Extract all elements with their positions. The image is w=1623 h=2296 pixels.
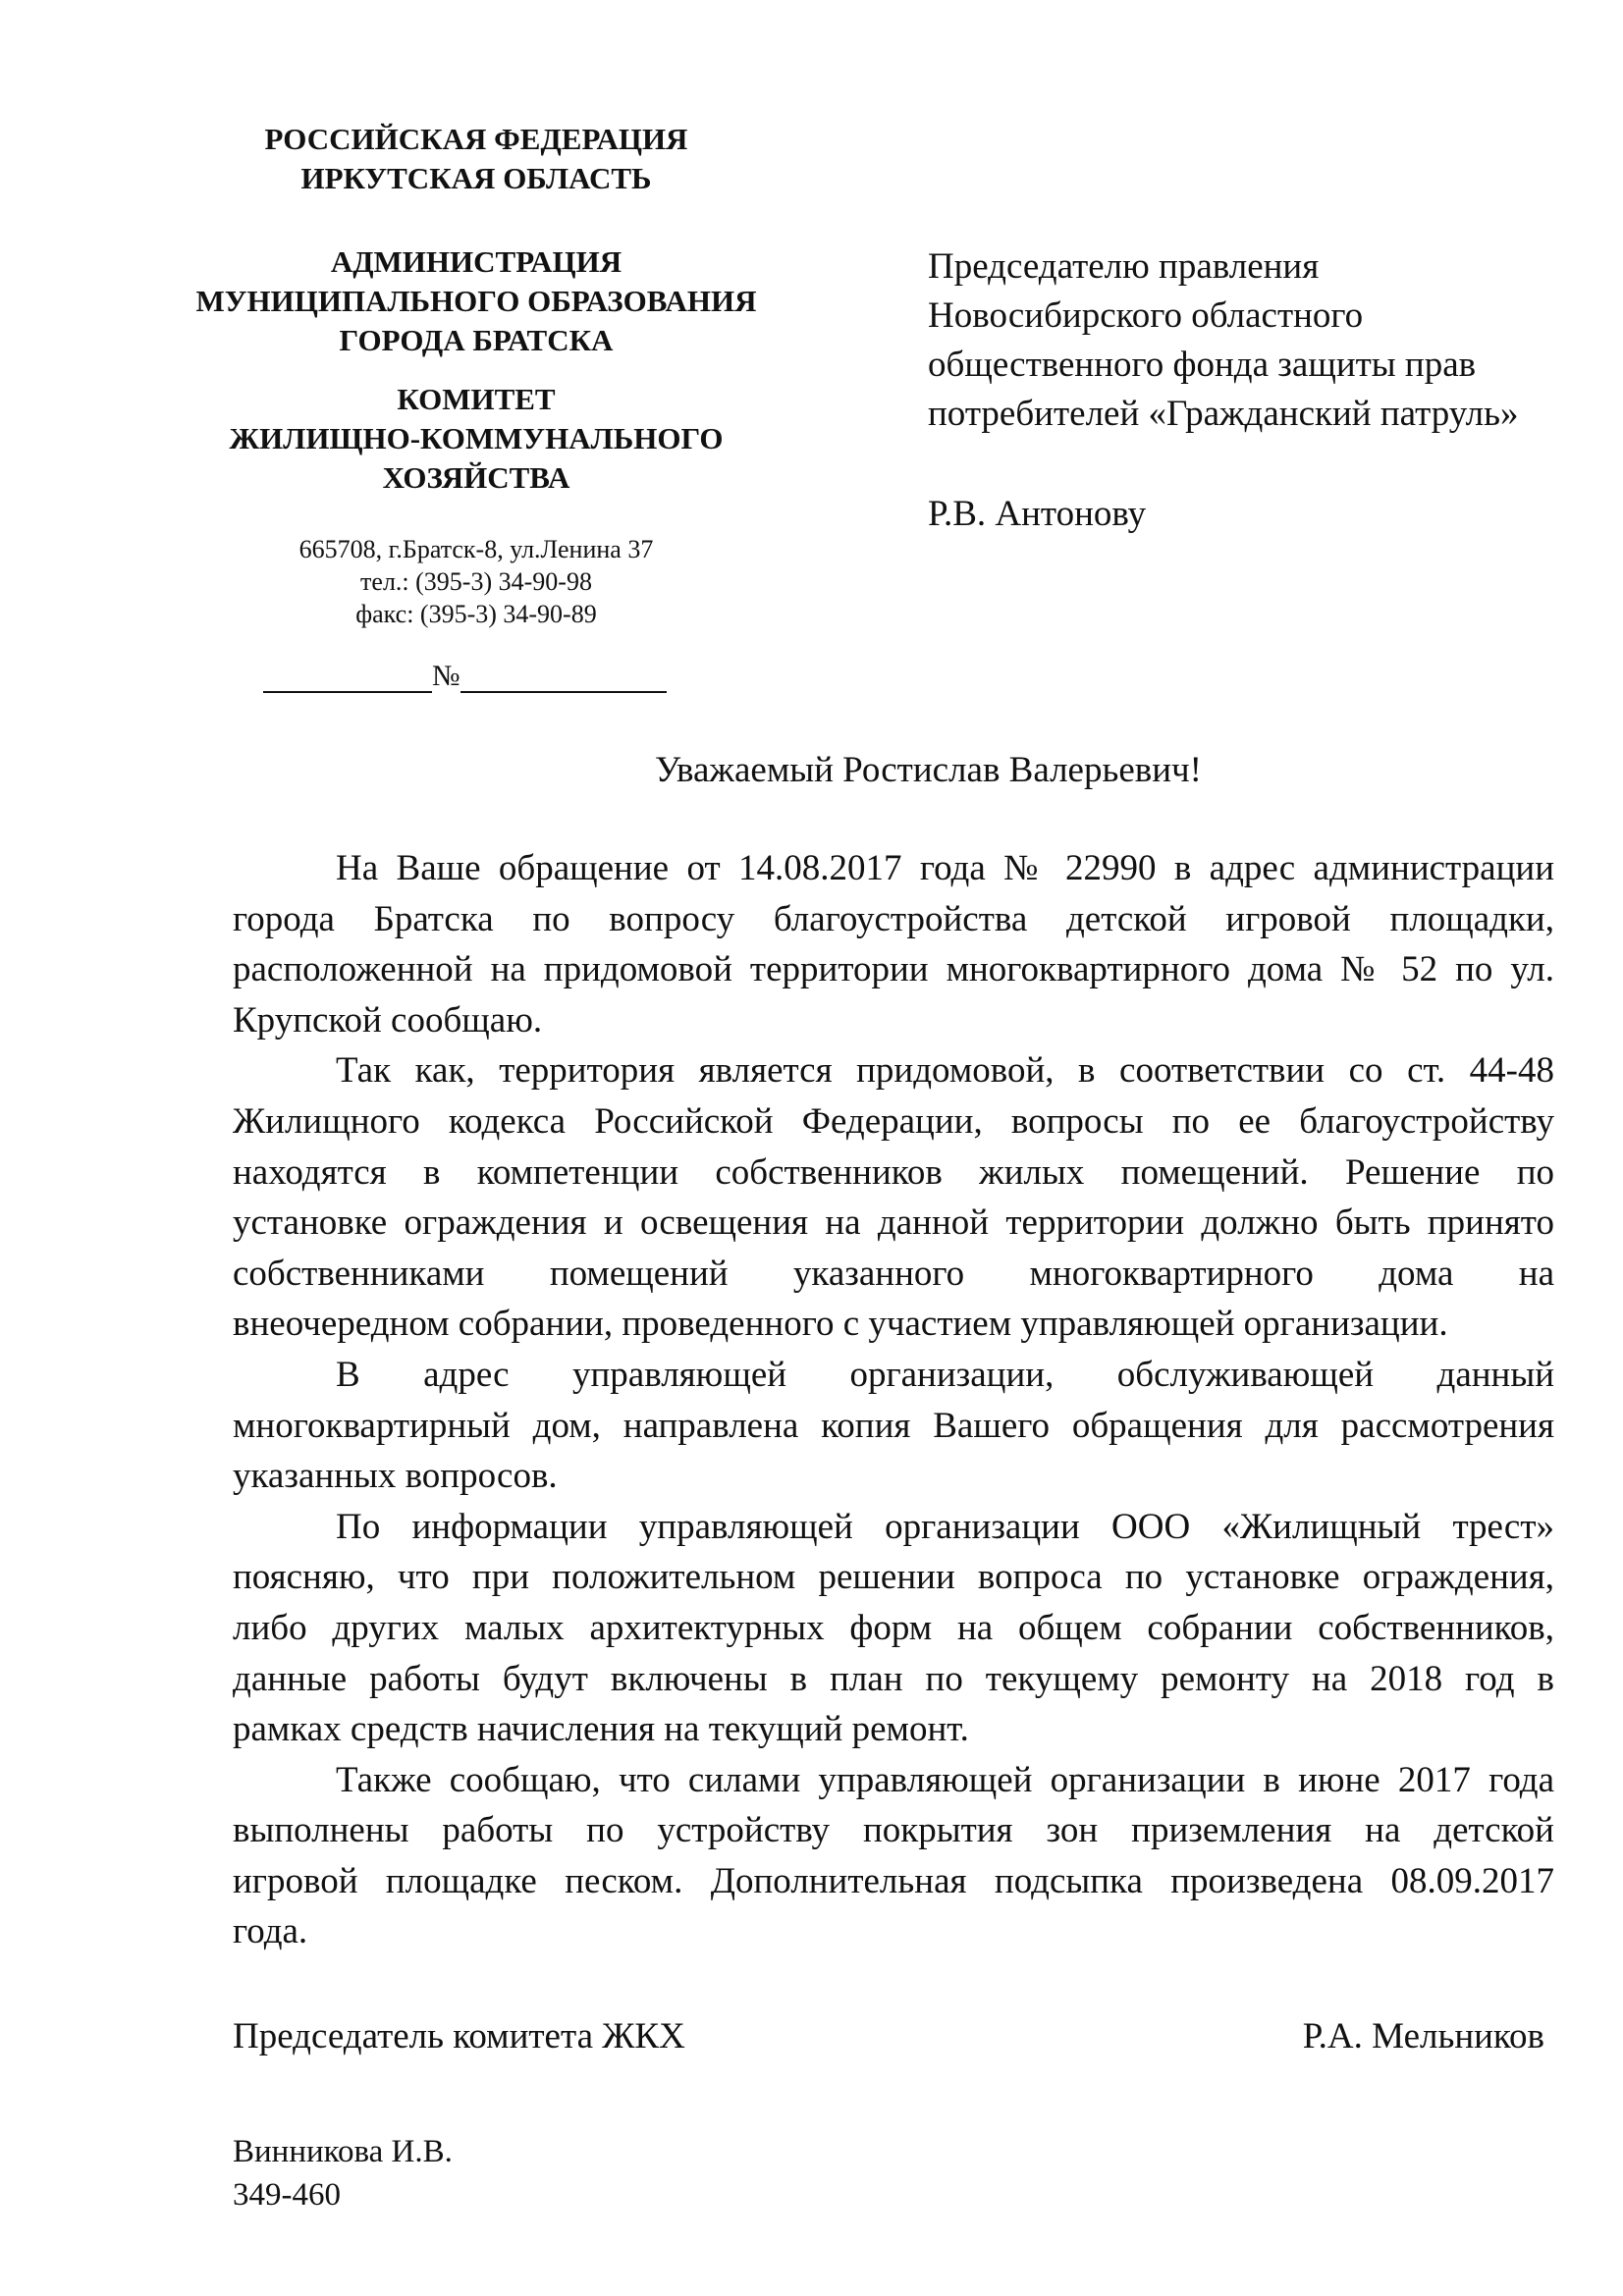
region-line: ИРКУТСКАЯ ОБЛАСТЬ [300, 161, 652, 195]
paragraph [233, 1755, 1554, 1957]
letterhead-contacts [182, 533, 771, 630]
paragraph-line: установке ограждения и освещения на данной территории должно быть принято [233, 1202, 1554, 1244]
committee-line: ЖИЛИЩНО-КОММУНАЛЬНОГО [229, 421, 724, 455]
paragraph-line: года. [233, 1911, 308, 1952]
letterhead-country [182, 120, 771, 198]
letterhead-committee [182, 380, 771, 498]
paragraph-line: собственниками помещений указанного многоквартирного дома на [233, 1253, 1554, 1294]
letterhead-administration [182, 242, 771, 360]
phone: тел.: (395-3) 34-90-98 [360, 567, 592, 596]
executor-block [233, 2130, 453, 2216]
signatory-name: Р.А. Мельников [1302, 2016, 1544, 2056]
paragraph-line: Жилищного кодекса Российской Федерации, вопросы по ее благоустройству [233, 1100, 1554, 1142]
paragraph [233, 1045, 1554, 1350]
executor-name: Винникова И.В. [233, 2134, 453, 2169]
fax: факс: (395-3) 34-90-89 [355, 600, 597, 628]
paragraph-line: данные работы будут включены в план по текущему ремонту на 2018 год в [233, 1658, 1554, 1699]
paragraph-line: многоквартирный дом, направлена копия Вашего обращения для рассмотрения [233, 1405, 1554, 1446]
paragraph-line: указанных вопросов. [233, 1456, 558, 1497]
paragraph-line: либо других малых архитектурных форм на общем собрании собственников, [233, 1607, 1554, 1648]
date-blank [263, 662, 432, 693]
paragraph-line: На Ваше обращение от 14.08.2017 года № 22990 в адрес администрации [336, 848, 1554, 888]
greeting: Уважаемый Ростислав Валерьевич! [655, 750, 1202, 790]
administration-line: МУНИЦИПАЛЬНОГО ОБРАЗОВАНИЯ [195, 284, 757, 318]
signature-block [233, 2012, 1544, 2061]
address: 665708, г.Братск-8, ул.Ленина 37 [298, 535, 654, 563]
paragraph [233, 843, 1554, 1045]
paragraph-line: находятся в компетенции собственников жилых помещений. Решение по [233, 1151, 1554, 1193]
number-sign: № [432, 660, 460, 692]
number-blank [460, 662, 667, 693]
country-line: РОССИЙСКАЯ ФЕДЕРАЦИЯ [264, 122, 688, 156]
paragraph-line: Так как, территория является придомовой, в соответствии со ст. 44-48 [336, 1050, 1554, 1092]
paragraph-line: игровой площадке песком. Дополнительная подсыпка произведена 08.09.2017 [233, 1860, 1554, 1901]
paragraph [233, 1502, 1554, 1755]
paragraph-line: Также сообщаю, что силами управляющей организации в июне 2017 года [336, 1759, 1554, 1800]
paragraph-line: внеочередном собрании, проведенного с участием управляющей организации. [233, 1304, 1448, 1345]
paragraph-line: города Братска по вопросу благоустройства детской игровой площадки, [233, 898, 1554, 939]
recipient-line: Новосибирского областного [928, 295, 1364, 336]
paragraph-line: По информации управляющей организации ООО «Жилищный трест» [336, 1506, 1554, 1547]
committee-line: КОМИТЕТ [397, 382, 556, 416]
paragraph-line: поясняю, что при положительном решении вопроса по установке ограждения, [233, 1557, 1554, 1598]
administration-line: АДМИНИСТРАЦИЯ [330, 244, 622, 279]
executor-phone: 349-460 [233, 2177, 341, 2213]
document-number-field [263, 660, 667, 693]
letter-body [233, 843, 1554, 1957]
recipient-line: Председателю правления [928, 246, 1320, 287]
signatory-position: Председатель комитета ЖКХ [233, 2016, 685, 2056]
paragraph [233, 1350, 1554, 1502]
paragraph-line: выполнены работы по устройству покрытия зон приземления на детской [233, 1810, 1554, 1851]
paragraph-line: расположенной на придомовой территории многоквартирного дома № 52 по ул. [233, 949, 1554, 990]
recipient-block [928, 242, 1518, 539]
recipient-line: общественного фонда защиты прав [928, 345, 1477, 385]
paragraph-line: В адрес управляющей организации, обслуживающей данный [336, 1354, 1554, 1395]
recipient-name: Р.В. Антонову [928, 494, 1147, 534]
recipient-line: потребителей «Гражданский патруль» [928, 394, 1519, 434]
administration-line: ГОРОДА БРАТСКА [339, 323, 614, 357]
committee-line: ХОЗЯЙСТВА [382, 460, 570, 495]
paragraph-line: Крупской сообщаю. [233, 999, 543, 1041]
paragraph-line: рамках средств начисления на текущий ремонт. [233, 1709, 969, 1750]
